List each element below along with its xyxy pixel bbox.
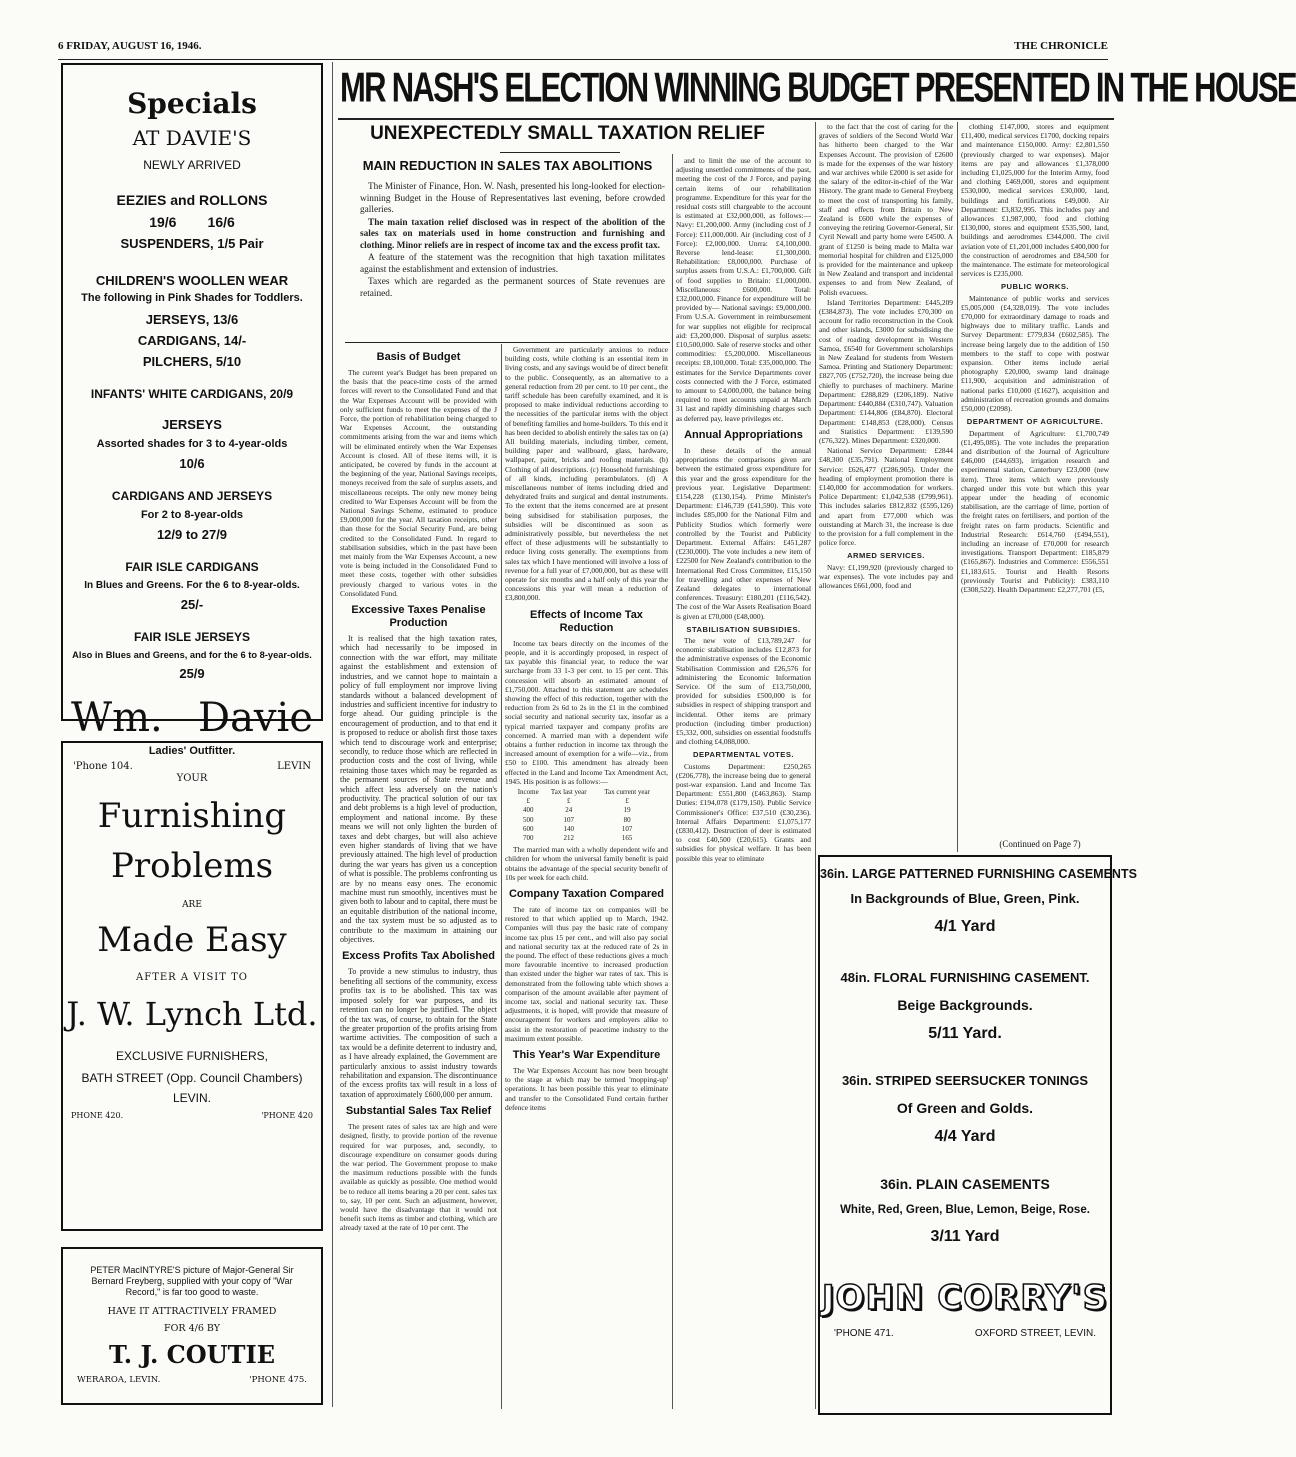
section-heading: DEPARTMENTAL VOTES. — [692, 750, 795, 760]
ad-line: Made Easy — [97, 920, 287, 960]
lynch-ad — [61, 741, 323, 1231]
table-row — [513, 806, 660, 815]
ad-line: FAIR ISLE JERSEYS — [133, 630, 251, 644]
section-heading: Substantial Sales Tax Relief — [345, 1105, 492, 1118]
masthead-title: THE CHRONICLE — [1014, 40, 1108, 52]
table-row — [513, 834, 660, 843]
section-heading: This Year's War Expenditure — [512, 1049, 661, 1062]
section-heading: STABILISATION SUBSIDIES. — [686, 624, 801, 634]
ad-line: SUSPENDERS, 1/5 Pair — [120, 236, 264, 251]
ad-line: CARDIGANS, 14/- — [137, 333, 247, 348]
income-tax-table — [513, 788, 660, 843]
table-row — [513, 816, 660, 825]
ad-shop-name — [63, 695, 321, 741]
ad-footer — [77, 1375, 307, 1387]
ad-line: AT DAVIE'S — [132, 126, 252, 150]
table-cell: 400 — [522, 806, 534, 815]
ad-shop-name: JOHN CORRY'S — [821, 1278, 1109, 1318]
ad-line: ARE — [182, 900, 202, 910]
ad-line: FOR 4/6 BY — [164, 1323, 220, 1334]
column-divider — [815, 122, 816, 1409]
table-cell: 212 — [563, 833, 574, 842]
body-paragraph: Maintenance of public works and services £5,005,000 (£4,328,019). The vote includes £70,000 for extraordinary damage to roads and highways due to military traffic. Lands and Survey Department: £779,834 (£602,585). The increase being largely due to the addition of 150 members to the staff to cope with postwar expansion. Other items include aerial photography £20,000, swamp land drainage £11,900, acquisition and administration of national parks £10,000 (£1627), acquisition and administration of recreation grounds and domains £50,000 (£2098). — [961, 293, 1109, 414]
ad-line: 48in. FLORAL FURNISHING CASEMENT. — [840, 970, 1090, 985]
table-cell: 700 — [522, 833, 534, 842]
column-5 — [961, 122, 1109, 839]
ad-line: White, Red, Green, Blue, Lemon, Beige, Rose. — [840, 1204, 1090, 1216]
body-paragraph: The married man with a wholly dependent wife and children for whom the universal family benefit is paid obtains the advantage of the special security benefit of 10s per week for each child. — [505, 845, 668, 882]
ad-line: T. J. COUTIE — [109, 1340, 275, 1369]
ad-line: The following in Pink Shades for Toddlers. — [81, 292, 303, 304]
table-cell: 140 — [563, 824, 574, 833]
table-cell: £ — [526, 797, 530, 806]
ad-line: For 2 to 8-year-olds — [140, 509, 244, 521]
ad-address: OXFORD STREET, LEVIN. — [974, 1328, 1096, 1339]
body-paragraph: The rate of income tax on companies will be restored to that which applied up to March, 1942. Companies will thus pay the basic rate of company income tax plus 15 per cent., and will also pay social and national security tax at the reduced rate of 2s in the pound. The effect of these reductions gives a much more favourable incentive to increased production than existed under the higher war rates of tax. This is demonstrated from the following table which shows a comparison of the amount available after payment of income tax, social and national security tax. These adjustments, it is hoped, will provide that measure of encouragement for workers and employers alike to assist in the restoration of peacetime industry to the maximum extent possible. — [505, 904, 668, 1043]
body-paragraph: clothing £147,000, stores and equipment £11,400, medical services £1700, docking repairs and maintenance £150,000. Army: £2,801,550 (previously charged to war expenses). Major items are pay and allowances £1,378,000 including £1,025,000 for the Interim Army, food and clothing £469,000, stores and equipment £530,000, medical services £30,000, land, buildings and fortifications £49,000. Air Department: £3,832,995. This includes pay and allowances £1,987,000, food and clothing £130,000, stores and equipment £535,500, land, buildings and aerodromes £344,000. The civil aviation vote of £1,201,000 includes £400,000 for the construction of aerodromes and £84,500 for the maintenance. The estimate for meteorological services is £235,000. — [961, 122, 1109, 279]
body-paragraph: Government are particularly anxious to reduce building costs, while clothing is an essential item in living costs, and any savings would be of direct benefit to the public. Consequently, as an alternative to a general reduction from 20 per cent. to 10 per cent., the tariff schedule has been carefully examined, and it is proposed to make individual reductions according to the necessities of the particular items with the object of benefiting families and home-builders. To this end it has been decided to abolish entirely the sales tax on (a) All building materials, including timber, cement, building paper and wallboard, glass, hardware, wallpaper, paint, bricks and roofing materials. (b) Clothing of all descriptions. (c) Household furnishings of all kinds, including perambulators. (d) A miscellaneous number of items including dried and dehydrated fruits and surgical and dental instruments. To the extent that the items concerned are at present being subsidised for stabilisation purposes, the subsidies will be discontinued as soon as administratively possible, but nevertheless the net effect of these adjustments will be substantially to reduce living costs generally. The exemptions from sales tax which I have mentioned will involve a loss of revenue for a full year of £7,000,000, but as these will operate for six months and a half only of this year the concessions this year will mean a reduction of £3,800,000. — [505, 345, 668, 603]
ad-line: LEVIN. — [172, 1091, 211, 1105]
rule — [345, 342, 670, 343]
ad-line: 36in. PLAIN CASEMENTS — [880, 1176, 1050, 1192]
ad-footer — [63, 1111, 321, 1125]
ad-line: 3/11 Yard — [930, 1228, 1000, 1245]
column-3 — [676, 156, 811, 1409]
column-divider — [332, 62, 333, 1407]
rule — [500, 152, 620, 153]
body-paragraph: National Service Department: £2844 £48,300 (£35,791). National Employment Service: £626,477 (£286,905). Under the heading of employment promotion there is £140,000 for accommodation for workers. Police Department: £1,042,538 (£799,961). This includes salaries £812,832 (£595,126) and apart from £77,000 which was outstanding at March 31, the increase is due to the provision for a full complement in the police force. — [819, 446, 953, 548]
ad-line: Of Green and Golds. — [896, 1100, 1034, 1116]
section-heading: Effects of Income Tax Reduction — [530, 608, 643, 634]
body-paragraph: Navy: £1,199,920 (previously charged to war expenses). The vote includes pay and allowances £661,000, food and — [819, 562, 953, 590]
ad-name-last: Davie — [198, 695, 313, 741]
section-heading: Annual Appropriations — [684, 428, 803, 441]
table-cell: 24 — [565, 806, 573, 815]
ad-line: Beige Backgrounds. — [897, 997, 1033, 1013]
body-paragraph: to the fact that the cost of caring for the graves of soldiers of the Second World War has hitherto been charged to the War Expenses Account. The provision of £2600 is made for the expenses of the war history and war archives while £2000 is set aside for the salary of the editor-in-chief of the War History. The grant made to General Freyberg to meet the cost of transporting his family, staff and effects from Britain to New Zealand is £600 while the expenses of conveying the retiring Governor-General, Sir Cyril Newall and party home were £4500. A grant of £1250 is being made to Malta war memorial hospital for children and £125,000 is provided for the maintenance and upkeep in New Zealand and transport and incidental expenses to and from New Zealand, of Polish evacuees. — [819, 122, 953, 297]
table-cell: £ — [625, 797, 629, 806]
continued-note: (Continued on Page 7) — [999, 839, 1081, 849]
ad-line: 36in. LARGE PATTERNED FURNISHING CASEMENTS — [820, 867, 1137, 881]
table-cell: £ — [567, 797, 571, 806]
body-paragraph: It is realised that the high taxation rates, which had necessarily to be imposed in connection with the war effort, may militate against the establishment and extension of industries, and we cannot hope to maintain a policy of full employment nor improve living standards without a balanced development of industries and sufficient incentive for industry to forge ahead. Our guiding principle is the encouragement of production, and to that end it is proposed to reduce or abolish first those taxes which tend to discourage work and enterprise; secondly, to reduce those which are reflected in production costs and the cost of living, while retaining those taxes which may be regarded as the permanent sources of State revenue and which affect less adversely on the nation's productivity. The practical solution of our tax and debt problems is a high level of production, employment and national income. By these means we will not only lighten the burden of taxes and debt charges, but will also achieve even higher standards of living that we have previously attained. The high level of production during the war years has given us a conception of what is possible. The problems confronting us are by no means easy ones. The economic machine must run smoothly, incentives must be given both to labour and to capital, there must be an equitable distribution of the national income, and the tax system must be so adjusted as to contribute to the maximum in attaining our objectives. — [340, 634, 497, 945]
table-header: Tax current year — [604, 787, 650, 796]
ad-line: 25/- — [180, 597, 204, 612]
davie-ad — [61, 63, 323, 772]
column-divider — [501, 344, 502, 1409]
ad-subtitle: Ladies' Outfitter. — [148, 745, 236, 757]
body-paragraph: The new vote of £13,789,247 for economic stabilisation includes £12,873 for the administrative expenses of the Economic Stabilisation Commission and £26,576 for administering the Economic Information Service. Of the sum of £13,750,000, provided for subsidies £500,000 is for subsidies in respect of shipping transport and incidental. Other items are primary production (including timber production) £5,332, 000, subsidies on essential foodstuffs and clothing £4,088,000. — [676, 635, 811, 747]
ad-line: 10/6 — [179, 456, 205, 471]
ad-line: HAVE IT ATTRACTIVELY FRAMED — [107, 1306, 277, 1317]
ad-line: Assorted shades for 3 to 4-year-olds — [96, 438, 288, 450]
ad-line: J. W. Lynch Ltd. — [66, 995, 318, 1033]
column-1 — [340, 345, 497, 1409]
ad-line: CARDIGANS AND JERSEYS — [111, 489, 273, 503]
ad-phone: 'PHONE 420 — [261, 1111, 313, 1120]
body-paragraph: Income tax bears directly on the incomes of the people, and it is accordingly proposed, in respect of tax payable this financial year, to reduce the war surcharge from 33 1-3 per cent. to 15 per cent. This concession will absorb an estimated amount of £1,750,000. Attached to this statement are schedules showing the effect of this reduction, together with the reduction from 2s 6d to 2s in the £1 in the combined social security and national security tax, insofar as a typical married taxpayer and company profits are concerned. A married man with a dependent wife obtains a further reduction in income tax through the increased amount of exemption for a wife—viz., from £50 to £100. This amendment has already been effected in the Land and Income Tax Amendment Act, 1945. His position is as follows:— — [505, 638, 668, 786]
ad-phone: PHONE 420. — [71, 1111, 124, 1120]
body-paragraph: To provide a new stimulus to industry, thus benefiting all sections of the community, excess profits tax is to be abolished. This tax was imposed solely for war purposes, and its retention can no longer be justified. The object of the tax was, of course, to obtain for the State the greater proportion of the profits arising from wartime activities. The composition of such a tax would be a definite deterrent to industry and, as I have already explained, the Government are particularly anxious to assist industry towards rehabilitation and expansion. The discontinuance of the excess profits tax will result in a loss of taxation of approximately £600,000 per annum. — [340, 967, 497, 1099]
ad-line: YOUR — [176, 773, 208, 784]
ad-line: EXCLUSIVE FURNISHERS, — [115, 1049, 269, 1063]
ad-name-first: Wm. — [71, 695, 163, 741]
ad-intro: PETER MacINTYRE'S picture of Major-General Sir Bernard Freyberg, supplied with your copy of "War Record," is far too good to waste. — [90, 1265, 294, 1297]
section-heading: Excessive Taxes Penalise Production — [351, 604, 486, 630]
ad-address: WERAROA, LEVIN. — [77, 1375, 161, 1385]
ad-line: In Blues and Greens. For the 6 to 8-year-olds. — [84, 580, 300, 591]
ad-line: Furnishing — [97, 796, 287, 836]
body-paragraph: The present rates of sales tax are high and were designed, firstly, to provide portion of the revenue required for war purposes, and, secondly, to discourage expenditure on consumer goods during the war period. The Government propose to make the maximum reductions possible with the funds available as quickly as possible. One method would be to reduce all items bearing a 20 per cent. sales tax to, say, 10 per cent. Such an adjustment, however, would have the disadvantage that it would not benefit such items as timber and clothing, which are already taxed at the rate of 10 per cent. The — [340, 1122, 497, 1233]
table-cell: 19 — [623, 806, 631, 815]
ad-line: BATH STREET (Opp. Council Chambers) — [81, 1071, 303, 1085]
ad-line: Problems — [110, 846, 274, 886]
column-2 — [505, 345, 668, 1409]
section-heading: PUBLIC WORKS. — [1000, 282, 1070, 292]
ad-phone: 'PHONE 475. — [249, 1375, 307, 1385]
ad-line: Also in Blues and Greens, and for the 6 to 8-year-olds. — [72, 650, 312, 660]
ad-title: Specials — [127, 87, 257, 120]
section-heading: Basis of Budget — [376, 351, 461, 363]
lead-paragraph: The Minister of Finance, Hon. W. Nash, presented his long-looked for election-winning Budget in the House of Representatives last evening, before crowded galleries. — [360, 182, 665, 215]
ad-phone: 'PHONE 471. — [834, 1328, 894, 1339]
body-paragraph: In these details of the annual appropriations the comparisons given are between the estimated gross expenditure for this year and the gross expenditure for the previous year. Legislative Department: £154,228 (£130,154). Prime Minister's Department: £146,739 (£41,590). This vote includes £85,000 for the National Film and Publicity Studios which formerly were controlled by the Tourist and Publicity Department. External Affairs: £451,287 (£230,000). The vote includes a new item of £22500 for New Zealand's contribution to the International Red Cross Committee, £15,150 for travelling and other expenses of New Zealand delegates to international conferences. Treasury: £180,201 (£116,542). The cost of the War Assets Realisation Board is given at £70,000 (£48,000). — [676, 445, 811, 621]
table-cell: 500 — [522, 815, 534, 824]
body-paragraph: The War Expenses Account has now been brought to the stage at which may be termed 'mopping-up' operations. It has been possible this year to eliminate and transfer to the Consolidated Fund certain further defence items — [505, 1066, 668, 1112]
section-heading: DEPARTMENT OF AGRICULTURE. — [966, 417, 1104, 427]
ad-line: NEWLY ARRIVED — [143, 158, 241, 172]
table-header: Income — [517, 787, 539, 796]
body-paragraph: Island Territories Department: £445,209 (£384,873). The vote includes £70,300 on account for radio reconstruction in the Cook and other islands, £3000 for subsidising the cost of roading development in Western Samoa, £6540 for Government scholarships in New Zealand for students from Western Samoa. Printing and Stationery Department: £827,705 (£752,720), the increase being due chiefly to purchases of machinery. Marine Department: £288,829 (£206,189). Native Department: £440,884 (£310,747). Valuation Department: £144,806 (£84,870). Electoral Department: £148,853 (£28,000). Census and Statistics Department: £139,590 (£76,322). Mines Department: £320,000. — [819, 297, 953, 445]
ad-line: EEZIES and ROLLONS — [116, 192, 268, 208]
body-paragraph: and to limit the use of the account to adjusting unsettled commitments of the past, meeting the cost of the J Force, and paying certain items of our rehabilitation programme. Expenditure for this year for the residual costs still chargeable to the account is estimated at £32,000,000, as follows:— Navy: £1,200,000. Army (including cost of J Force): £11,000,000. Air (including cost of J Force): £2,000,000. Unrra: £4,100,000. Reverse lend-lease: £1,300,000. Rehabilitation: £8,000,000. Purchase of surplus assets from U.S.A.: £1,700,000. Gift of food supplies to Britain: £1,000,000. Miscellaneous: £600,000. Total: £32,000,000. Finance for expenditure will be provided by— National savings: £9,000,000. From U.S.A. Government in reimbursement for war supplies not eligible for reciprocal aid: £3,200,000. Disposal of surplus assets: £10,500,000. Sale of reserve stocks and other commodities: £5,200,000. Miscellaneous receipts: £8,100,000. Total: £35,000,000. The estimates for the Service Departments cover costs connected with the J Force, estimated to amount to £4,000,000, the balance being required to meet accounts unpaid at March 31 last and rapidly diminishing charges such as deferred pay, leave privileges etc. — [676, 156, 811, 423]
lead-paragraph: A feature of the statement was the recognition that high taxation militates against the establishment and extension of industries. — [360, 253, 665, 275]
table-cell: 107 — [563, 815, 574, 824]
column-divider — [672, 154, 673, 1409]
lead-paragraph: Taxes which are regarded as the permanent sources of State revenues are retained. — [360, 277, 665, 299]
ad-line: PILCHERS, 5/10 — [142, 354, 242, 369]
section-heading: ARMED SERVICES. — [847, 551, 925, 561]
ad-line: 5/11 Yard. — [928, 1025, 1002, 1042]
ad-line: 4/1 Yard — [934, 918, 996, 935]
ad-line: CHILDREN'S WOOLLEN WEAR — [95, 273, 289, 288]
section-heading: Excess Profits Tax Abolished — [342, 950, 495, 963]
ad-phone: 'Phone 104. — [73, 761, 133, 772]
subhead2: MAIN REDUCTION IN SALES TAX ABOLITIONS — [362, 158, 653, 173]
ad-line: 36in. STRIPED SEERSUCKER TONINGS — [841, 1073, 1089, 1088]
ad-line: 4/4 Yard — [934, 1128, 996, 1145]
column-divider — [957, 122, 958, 852]
body-paragraph: Customs Department: £250,265 (£206,778), the increase being due to general post-war expansion. Land and Income Tax Department: £551,800 (£463,863). Stamp Duties: £194,078 (£179,150). Public Service Commissioner's Office: £37,510 (£30,236). Internal Affairs Department: £1,075,177 (£830,412). Destruction of deer is estimated to cost £40,500 (£20,615). Grants and subsidies for physical welfare. It has been possible this year to eliminate — [676, 761, 811, 863]
table-cell: 80 — [623, 815, 631, 824]
table-header-row — [513, 788, 660, 797]
main-headline: MR NASH'S ELECTION WINNING BUDGET PRESENTED IN THE HOUSE — [340, 63, 1296, 111]
masthead-date: 6 FRIDAY, AUGUST 16, 1946. — [58, 40, 202, 52]
table-row — [513, 797, 660, 806]
section-heading: Company Taxation Compared — [508, 887, 665, 900]
lead-story — [360, 182, 665, 340]
ad-line: 19/6 16/6 — [149, 214, 235, 230]
table-row — [513, 825, 660, 834]
ad-line: JERSEYS — [162, 417, 222, 432]
body-paragraph: Department of Agriculture: £1,700,749 (£1,495,085). The vote includes the preparation and distribution of the Journal of Agriculture £46,000 (£44,693), irrigation research and experimental station, Canterbury £23,000 (new item). Three items which were previously charged under this vote but which this year appear under the heading of economic stabilisation, are the carriage of lime, portion of the freight rates on fertilisers, and portion of the freight rates on farm products. Scientific and Industrial Research: £614,760 (£494,551), including an increase of £70,000 for research investigations. Transport Department: £185,879 (£165,867). Industries and Commerce: £556,551 £1,183,615. Tourist and Health Resorts (previously Tourist and Publicity): £383,110 (£308,522). Health Department: £2,277,701 (£5, — [961, 428, 1109, 594]
table-header: Tax last year — [550, 787, 587, 796]
body-paragraph: The current year's Budget has been prepared on the basis that the peace-time costs of the armed forces will revert to the Consolidated Fund and that the War Expenses Account will be provided with only sufficient funds to meet the expenses of the J Force, the portion of rehabilitation being charged to War Expenses Account, the outstanding commitments arising from the war and items which will be eliminated entirely when the War Expenses Account is closed. All of these items will, it is anticipated, be covered by funds in the account at the beginning of the year, National Savings receipts, moneys received from the sale of surplus assets, and miscellaneous receipts. The only new money being credited to War Expenses Account will be from the National Savings Scheme, estimated to produce £9,000,000 for the year. All taxation receipts, other than those for the Social Security Fund, are being credited to the Consolidated Fund. In regard to stabilisation subsidies, which in the past have been met mainly from the War Expenses Account, a new vote is being included in the Consolidated Fund to meet these costs, together with other subsidies previously charged to various votes in the Consolidated Fund. — [340, 368, 497, 598]
ad-line: JERSEYS, 13/6 — [145, 312, 239, 327]
table-cell: 165 — [621, 833, 633, 842]
ad-line: In Backgrounds of Blue, Green, Pink. — [850, 891, 1080, 906]
ad-line: AFTER A VISIT TO — [136, 972, 248, 983]
ad-footer — [820, 1328, 1110, 1342]
table-cell: 107 — [621, 824, 633, 833]
lead-paragraph: The main taxation relief disclosed was in respect of the abolition of the sales tax on materials used in home construction and furnishing and clothing. Minor reliefs are in respect of income tax and the excess profit tax. — [360, 217, 665, 251]
subhead: UNEXPECTEDLY SMALL TAXATION RELIEF — [370, 123, 765, 144]
ad-line: INFANTS' WHITE CARDIGANS, 20/9 — [90, 387, 294, 401]
ad-line: 25/9 — [179, 666, 205, 681]
coutie-ad — [61, 1247, 323, 1405]
ad-line: FAIR ISLE CARDIGANS — [125, 560, 259, 574]
corry-ad — [818, 855, 1137, 1415]
table-cell: 600 — [522, 824, 534, 833]
ad-line: 12/9 to 27/9 — [156, 527, 228, 542]
ad-town: LEVIN — [277, 761, 311, 772]
